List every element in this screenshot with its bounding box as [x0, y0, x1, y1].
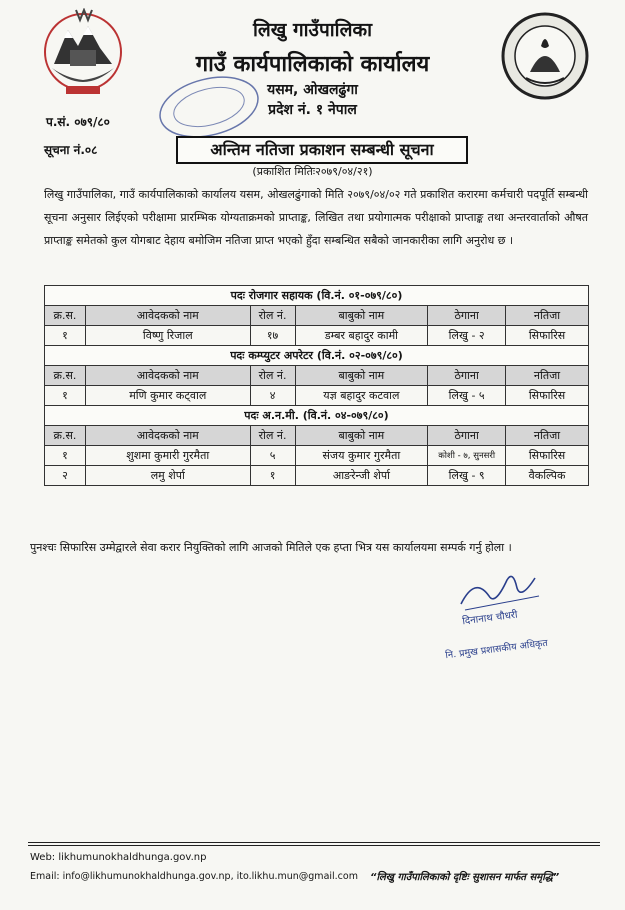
column-header-serial: क्र.स.: [45, 306, 86, 326]
cell-applicant-name: विष्णु रिजाल: [85, 326, 250, 346]
column-header-father-name: बाबुको नाम: [295, 426, 428, 446]
cell-result: सिफारिस: [506, 326, 589, 346]
reference-number: प.सं. ०७९/८०: [46, 115, 110, 129]
column-header-result: नतिजा: [506, 366, 589, 386]
table-row: [45, 386, 589, 406]
cell-father-name: डम्बर बहादुर कामी: [295, 326, 428, 346]
column-header-roll-number: रोल नं.: [250, 426, 295, 446]
footer-divider-secondary: [28, 845, 600, 846]
post-heading-row: [45, 346, 589, 366]
post-heading: पदः अ.न.मी. (वि.नं. ०४-०७९/८०): [45, 406, 589, 426]
column-header-serial: क्र.स.: [45, 366, 86, 386]
cell-address: लिखु - ५: [428, 386, 506, 406]
results-table: [44, 285, 589, 486]
published-date: (प्रकाशित मितिः२०७९/०४/२१): [252, 165, 373, 178]
column-header-row: [45, 306, 589, 326]
notice-title: अन्तिम नतिजा प्रकाशन सम्बन्धी सूचना: [176, 136, 468, 164]
office-name: लिखु गाउँपालिका: [252, 19, 373, 41]
cell-serial: १: [45, 446, 86, 466]
signatory-name: दिनानाथ चौधरी: [461, 609, 519, 628]
column-header-father-name: बाबुको नाम: [295, 306, 428, 326]
cell-roll-number: १: [250, 466, 295, 486]
office-title: गाउँ कार्यपालिकाको कार्यालय: [195, 52, 430, 77]
post-heading-row: [45, 286, 589, 306]
nepal-emblem-icon: [40, 8, 126, 100]
cell-result: सिफारिस: [506, 386, 589, 406]
notice-number: सूचना नं.०८: [44, 143, 98, 157]
column-header-address: ठेगाना: [428, 426, 506, 446]
email-link[interactable]: Email: info@likhumunokhaldhunga.gov.np, ito.likhu.mun@gmail.com: [30, 871, 358, 882]
column-header-address: ठेगाना: [428, 366, 506, 386]
cell-address: कोशी - ७, सुनसरी: [428, 446, 506, 466]
post-heading-row: [45, 406, 589, 426]
cell-applicant-name: लमु शेर्पा: [85, 466, 250, 486]
post-heading: पदः कम्प्युटर अपरेटर (वि.नं. ०२-०७९/८०): [45, 346, 589, 366]
column-header-row: [45, 426, 589, 446]
municipality-slogan: “लिखु गाउँपालिकाको दृष्टिः सुशासन मार्फत समृद्धि”: [370, 872, 560, 883]
cell-serial: २: [45, 466, 86, 486]
post-heading: पदः रोजगार सहायक (वि.नं. ०१-०७९/८०): [45, 286, 589, 306]
column-header-address: ठेगाना: [428, 306, 506, 326]
column-header-father-name: बाबुको नाम: [295, 366, 428, 386]
office-address: यसम, ओखलढुंगा: [267, 82, 358, 98]
cell-applicant-name: मणि कुमार कट्वाल: [85, 386, 250, 406]
cell-address: लिखु - ९: [428, 466, 506, 486]
column-header-serial: क्र.स.: [45, 426, 86, 446]
column-header-result: नतिजा: [506, 306, 589, 326]
cell-serial: १: [45, 326, 86, 346]
cell-address: लिखु - २: [428, 326, 506, 346]
footnote: पुनश्चः सिफारिस उम्मेद्वारले सेवा करार नियुक्तिको लागि आजको मितिले एक हप्ता भित्र यस कार्यालयमा सम्पर्क गर्नु होला ।: [30, 541, 512, 554]
footer-divider: [28, 842, 600, 843]
cell-father-name: संजय कुमार गुरमैता: [295, 446, 428, 466]
cell-father-name: यज्ञ बहादुर कटवाल: [295, 386, 428, 406]
signature-icon: [455, 566, 545, 614]
column-header-row: [45, 366, 589, 386]
column-header-result: नतिजा: [506, 426, 589, 446]
cell-father-name: आङरेन्जी शेर्पा: [295, 466, 428, 486]
cell-roll-number: ४: [250, 386, 295, 406]
cell-result: वैकल्पिक: [506, 466, 589, 486]
table-row: [45, 326, 589, 346]
cell-applicant-name: शुशमा कुमारी गुरमैता: [85, 446, 250, 466]
column-header-applicant-name: आवेदकको नाम: [85, 306, 250, 326]
cell-result: सिफारिस: [506, 446, 589, 466]
signatory-designation: नि. प्रमुख प्रशासकीय अधिकृत: [444, 637, 549, 662]
municipality-seal-icon: [500, 10, 590, 102]
table-row: [45, 446, 589, 466]
column-header-roll-number: रोल नं.: [250, 306, 295, 326]
notice-body: लिखु गाउँपालिका, गाउँ कार्यपालिकाको कार्यालय यसम, ओखलढुंगाको मिति २०७९/०४/०२ गते प्रकाशित करारमा कर्मचारी पदपूर्ति सम्बन्धी सूचना अनुसार लिईएको परीक्षामा प्रारम्भिक योग्यताक्रमको प्राप्ताङ्क, लिखित तथा प्रयोगात्मक परीक्षाको प्राप्ताङ्क तथा अन्तरवार्ताको औषत प्राप्ताङ्क समेतको कुल योगबाट देहाय बमोजिम नतिजा प्राप्त भएको हुँदा सम्बन्धित सबैको जानकारीका लागि अनुरोध छ ।: [44, 188, 588, 247]
column-header-roll-number: रोल नं.: [250, 366, 295, 386]
cell-roll-number: ५: [250, 446, 295, 466]
column-header-applicant-name: आवेदकको नाम: [85, 366, 250, 386]
office-province: प्रदेश नं. १ नेपाल: [268, 102, 357, 118]
table-row: [45, 466, 589, 486]
website-link[interactable]: Web: likhumunokhaldhunga.gov.np: [30, 852, 207, 863]
cell-serial: १: [45, 386, 86, 406]
cell-roll-number: १७: [250, 326, 295, 346]
column-header-applicant-name: आवेदकको नाम: [85, 426, 250, 446]
